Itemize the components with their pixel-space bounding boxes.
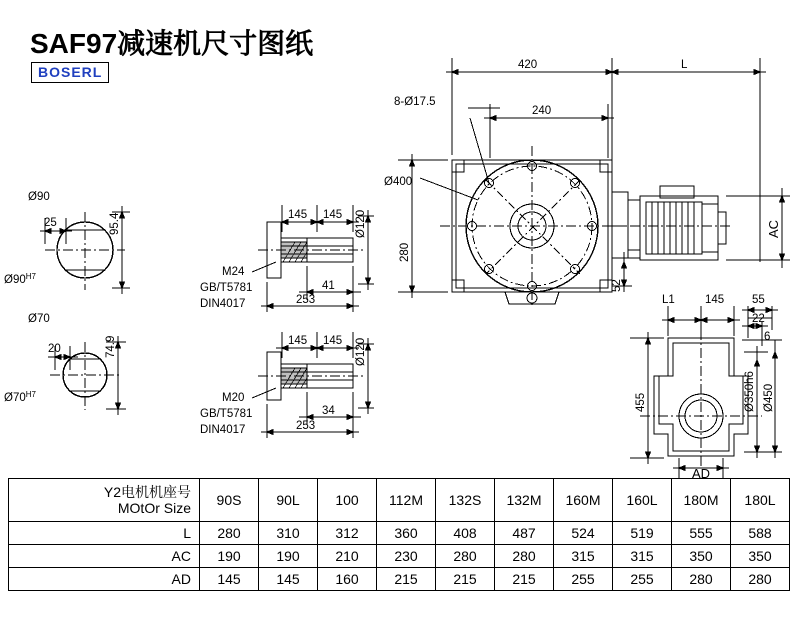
dim-145-c: 145: [288, 335, 308, 347]
table-cell: 160: [318, 568, 377, 591]
dim-AD: AD: [692, 466, 711, 481]
label-din4017-1: DIN4017: [200, 298, 246, 310]
dim-41: 41: [322, 280, 335, 292]
dim-L: L: [681, 59, 688, 71]
table-row-label: L: [9, 522, 200, 545]
table-row: [9, 568, 790, 591]
page-title: SAF97减速机尺寸图纸: [30, 28, 314, 59]
dim-d120-b: Ø120: [355, 337, 367, 366]
table-col-header: 160L: [613, 479, 672, 522]
table-cell: 190: [259, 545, 318, 568]
dim-145-b: 145: [323, 209, 343, 221]
table-header-label-line2: MOtOr Size: [117, 500, 191, 516]
table-row: [9, 545, 790, 568]
label-m20: M20: [222, 392, 245, 404]
table-cell: 145: [200, 568, 259, 591]
table-col-header: 132M: [495, 479, 554, 522]
dim-d90-h7: $Ø90^{H7}$: [4, 271, 36, 286]
table-header-label: [9, 479, 200, 522]
dim-240: 240: [532, 105, 552, 117]
table-cell: 350: [731, 545, 790, 568]
table-row-label: AD: [9, 568, 200, 591]
table-header-row: [9, 479, 790, 522]
table-cell: 312: [318, 522, 377, 545]
dim-145-d: 145: [323, 335, 343, 347]
dim-22: 22: [752, 313, 765, 325]
label-gb-t5781-2: GB/T5781: [200, 408, 253, 420]
dim-95-4: 95.4: [109, 212, 121, 235]
dim-145-a: 145: [288, 209, 308, 221]
table-col-header: 180M: [672, 479, 731, 522]
dim-d90-top: Ø90: [28, 191, 50, 203]
table-row-label: AC: [9, 545, 200, 568]
table-cell: 190: [200, 545, 259, 568]
dim-d350h6: Ø350h6: [744, 371, 756, 412]
table-cell: 215: [495, 568, 554, 591]
table-col-header: 132S: [436, 479, 495, 522]
table-cell: 215: [436, 568, 495, 591]
dim-d400: Ø400: [384, 176, 413, 188]
table-cell: 255: [554, 568, 613, 591]
dim-52: 52: [611, 279, 623, 292]
dim-6: 6: [764, 331, 771, 343]
dim-280-vertical: 280: [399, 242, 411, 262]
table-cell: 310: [259, 522, 318, 545]
dim-55: 55: [752, 294, 765, 306]
dim-145-e: 145: [705, 294, 725, 306]
dim-74-9: 74.9: [105, 335, 117, 358]
dim-d70-h7: $Ø70^{H7}$: [4, 389, 36, 404]
dim-d70-top: Ø70: [28, 313, 50, 325]
table-cell: 280: [200, 522, 259, 545]
dim-455: 455: [635, 392, 647, 412]
table-cell: 255: [613, 568, 672, 591]
table-col-header: 112M: [377, 479, 436, 522]
dim-d450: Ø450: [763, 383, 775, 412]
dim-25: 25: [44, 217, 57, 229]
table-cell: 210: [318, 545, 377, 568]
table-header-label-line1: Y2电机机座号: [103, 483, 191, 500]
dim-d120-a: Ø120: [355, 209, 367, 238]
dim-20: 20: [48, 343, 61, 355]
table-cell: 487: [495, 522, 554, 545]
table-cell: 145: [259, 568, 318, 591]
table-cell: 519: [613, 522, 672, 545]
table-cell: 280: [731, 568, 790, 591]
table-cell: 555: [672, 522, 731, 545]
table-col-header: 100: [318, 479, 377, 522]
table-cell: 280: [436, 545, 495, 568]
table-col-header: 90L: [259, 479, 318, 522]
table-col-header: 90S: [200, 479, 259, 522]
table-col-header: 160M: [554, 479, 613, 522]
table-cell: 280: [672, 568, 731, 591]
dim-420: 420: [518, 59, 538, 71]
table-cell: 315: [613, 545, 672, 568]
table-cell: 315: [554, 545, 613, 568]
dim-AC: AC: [766, 219, 781, 238]
motor-size-table: [8, 478, 790, 591]
table-cell: 408: [436, 522, 495, 545]
dim-253-a: 253: [296, 294, 316, 306]
dim-253-b: 253: [296, 420, 316, 432]
brand-logo: BOSERL: [31, 62, 109, 83]
dim-L1: L1: [662, 294, 675, 306]
dim-8xd17-5: 8-Ø17.5: [394, 96, 436, 108]
label-m24: M24: [222, 266, 245, 278]
table-cell: 350: [672, 545, 731, 568]
table-cell: 280: [495, 545, 554, 568]
table-cell: 230: [377, 545, 436, 568]
table-row: [9, 522, 790, 545]
label-gb-t5781-1: GB/T5781: [200, 282, 253, 294]
table-col-header: 180L: [731, 479, 790, 522]
table-cell: 588: [731, 522, 790, 545]
table-cell: 360: [377, 522, 436, 545]
table-cell: 215: [377, 568, 436, 591]
table-cell: 524: [554, 522, 613, 545]
dim-34: 34: [322, 405, 335, 417]
label-din4017-2: DIN4017: [200, 424, 246, 436]
